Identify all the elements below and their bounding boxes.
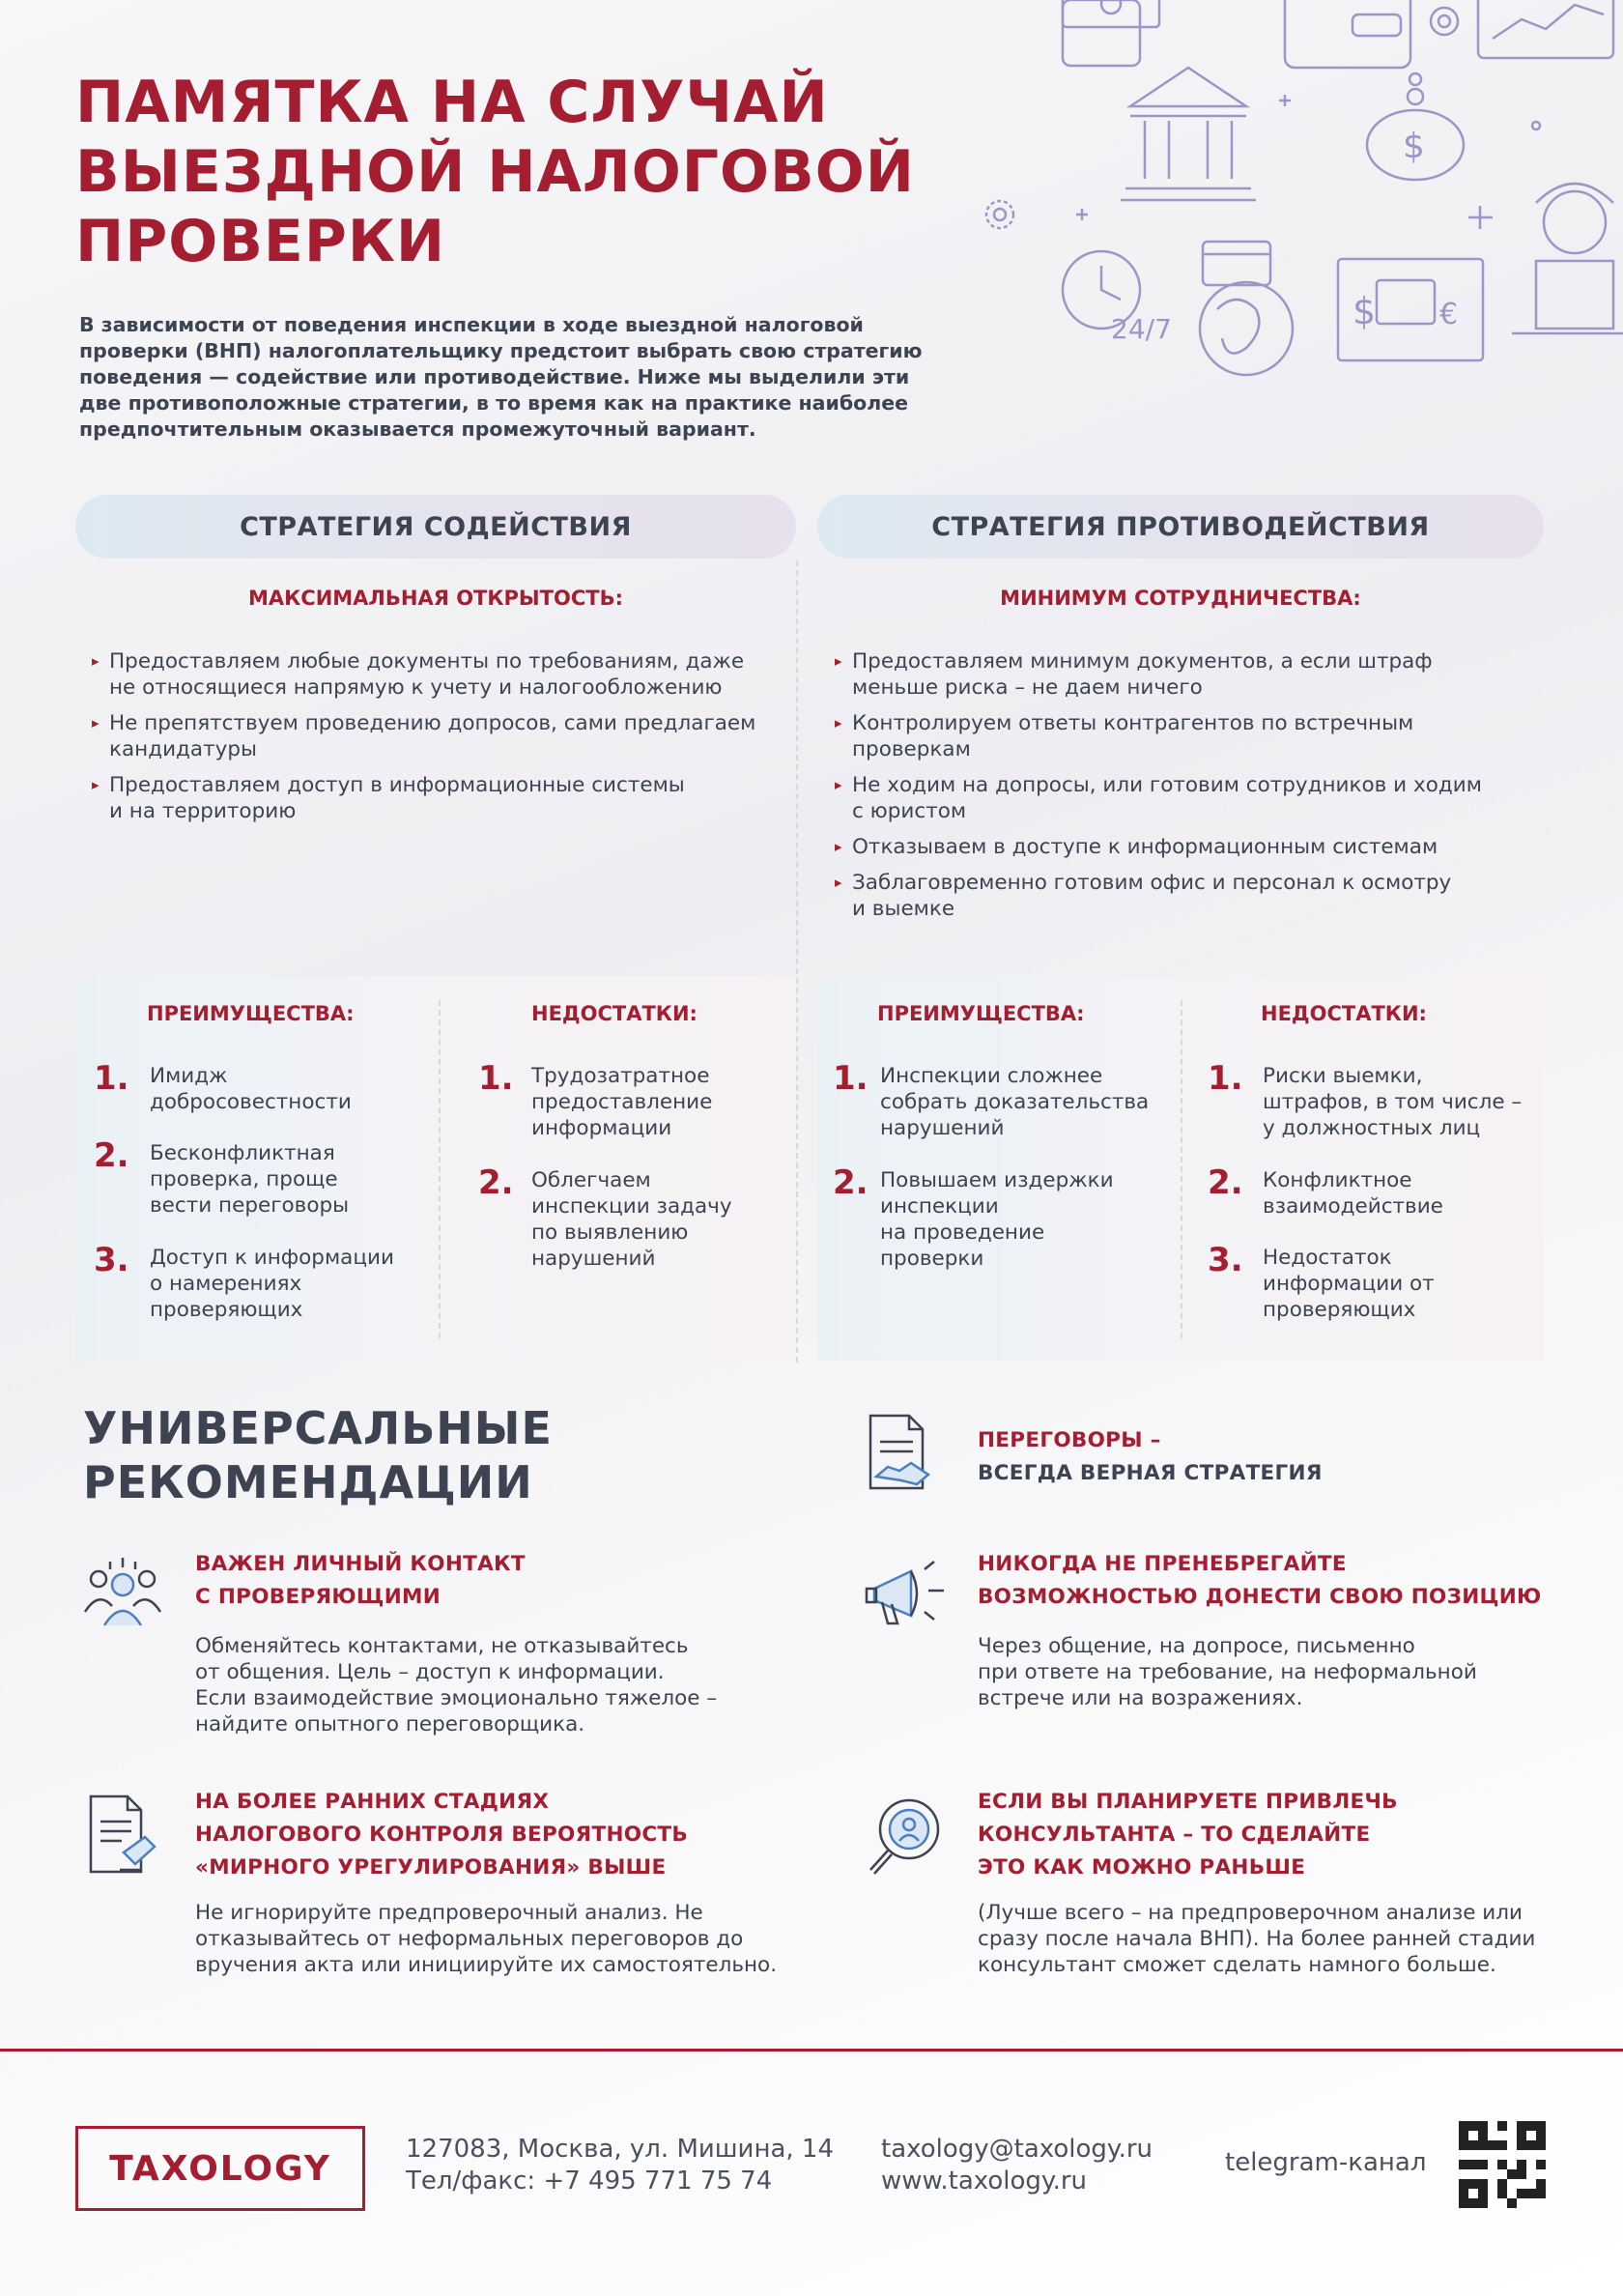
document-stamp-icon	[85, 1793, 162, 1880]
number-1: 1.	[478, 1059, 514, 1098]
pro-item: Бесконфликтная проверка, проще вести переговоры	[150, 1141, 350, 1218]
taxology-logo[interactable]: TAXOLOGY	[75, 2126, 365, 2211]
negotiations-title-line-1: ПЕРЕГОВОРЫ –	[978, 1428, 1161, 1452]
negotiations-title-line-2: ВСЕГДА ВЕРНАЯ СТРАТЕГИЯ	[978, 1461, 1323, 1485]
con-item: Трудозатратное предоставление информации	[531, 1064, 713, 1140]
con-item: Риски выемки, штрафов, в том числе – у должностных лиц	[1263, 1064, 1523, 1140]
opposition-subtitle: МИНИМУМ СОТРУДНИЧЕСТВА:	[1000, 587, 1361, 610]
list-item: ▸ Не ходим на допросы, или готовим сотрудников и ходим с юристом	[835, 772, 1540, 824]
svg-text:$: $	[1352, 290, 1377, 332]
column-divider	[796, 560, 798, 1363]
cooperation-list	[92, 648, 787, 834]
pro-item: Имидж добросовестности	[150, 1064, 352, 1114]
footer-address: 127083, Москва, ул. Мишина, 14	[406, 2135, 835, 2164]
magnifier-person-icon	[863, 1793, 946, 1880]
con-item: Недостаток информации от проверяющих	[1263, 1246, 1435, 1322]
cooperation-subtitle: МАКСИМАЛЬНАЯ ОТКРЫТОСТЬ:	[247, 587, 624, 610]
team-contact-icon	[81, 1556, 164, 1633]
rec-consultant-text: (Лучше всего – на предпроверочном анализе или сразу после начала ВНП). На более ранней стадии консультант сможет сделать намного больше.	[978, 1901, 1536, 1977]
number-3: 3.	[1208, 1241, 1243, 1279]
number-2: 2.	[1208, 1163, 1243, 1202]
footer-email[interactable]: taxology@taxology.ru	[881, 2135, 1153, 2164]
rec-consultant-title: ЕСЛИ ВЫ ПЛАНИРУЕТЕ ПРИВЛЕЧЬ КОНСУЛЬТАНТА – ТО СДЕЛАЙТЕ ЭТО КАК МОЖНО РАНЬШЕ	[978, 1790, 1398, 1880]
rec-early-stages-text: Не игнорируйте предпроверочный анализ. Не отказывайтесь от неформальных переговоров до вручения акта или инициируйте их самостоятельно.	[195, 1901, 778, 1977]
rec-personal-contact-title: ВАЖЕН ЛИЧНЫЙ КОНТАКТ С ПРОВЕРЯЮЩИМИ	[195, 1552, 526, 1609]
intro-paragraph: В зависимости от поведения инспекции в ходе выездной налоговой проверки (ВНП) налогоплательщику предстоит выбрать свою стратегию поведения — содействие или противодействие. Ниже мы выделили эти две противоположные стратегии, в то время как на практике наиболее предпочтительным оказывается промежуточный вариант.	[79, 313, 923, 441]
page-title: ПАМЯТКА НА СЛУЧАЙ ВЫЕЗДНОЙ НАЛОГОВОЙ ПРОВЕРКИ	[75, 69, 915, 275]
clock-24-7-label: 24/7	[1111, 313, 1172, 345]
con-item: Облегчаем инспекции задачу по выявлению нарушений	[531, 1168, 732, 1271]
number-1: 1.	[94, 1059, 129, 1098]
list-item: ▸ Предоставляем любые документы по требованиям, даже не относящиеся напрямую к учету и налогообложению	[92, 648, 787, 701]
list-item: ▸ Контролируем ответы контрагентов по встречным проверкам	[835, 710, 1540, 762]
opposition-list	[835, 648, 1540, 932]
megaphone-icon	[863, 1556, 950, 1633]
footer-telegram-label[interactable]: telegram-канал	[1225, 2148, 1427, 2177]
footer-contacts-block	[881, 2134, 1153, 2197]
opposition-cons-title: НЕДОСТАТКИ:	[1261, 1002, 1427, 1025]
pro-item: Доступ к информации о намерениях проверяющих	[150, 1246, 394, 1322]
number-3: 3.	[94, 1241, 129, 1279]
pro-item: Повышаем издержки инспекции на проведение проверки	[880, 1168, 1114, 1271]
panel-divider	[439, 1000, 441, 1338]
list-item: ▸ Предоставляем доступ в информационные системы и на территорию	[92, 772, 787, 824]
number-2: 2.	[478, 1163, 514, 1202]
rec-early-stages-title: НА БОЛЕЕ РАННИХ СТАДИЯХ НАЛОГОВОГО КОНТРОЛЯ ВЕРОЯТНОСТЬ «МИРНОГО УРЕГУЛИРОВАНИЯ» ВЫШЕ	[195, 1790, 689, 1880]
strategy-cooperation-header: СТРАТЕГИЯ СОДЕЙСТВИЯ	[75, 495, 796, 559]
document-handshake-icon	[863, 1411, 940, 1498]
cooperation-cons-title: НЕДОСТАТКИ:	[531, 1002, 698, 1025]
footer-address-block	[406, 2134, 834, 2197]
con-item: Конфликтное взаимодействие	[1263, 1168, 1443, 1219]
rec-position-title: НИКОГДА НЕ ПРЕНЕБРЕГАЙТЕ ВОЗМОЖНОСТЬЮ ДОНЕСТИ СВОЮ ПОЗИЦИЮ	[978, 1552, 1542, 1609]
panel-divider	[1181, 1000, 1182, 1338]
cooperation-pros-title: ПРЕИМУЩЕСТВА:	[147, 1002, 355, 1025]
opposition-pros-title: ПРЕИМУЩЕСТВА:	[877, 1002, 1085, 1025]
telegram-qr-code[interactable]	[1459, 2121, 1546, 2208]
list-item: ▸ Отказываем в доступе к информационным системам	[835, 834, 1540, 860]
svg-text:$: $	[1403, 127, 1425, 166]
number-1: 1.	[1208, 1059, 1243, 1098]
footer-divider	[0, 2049, 1623, 2052]
rec-personal-contact-text: Обменяйтесь контактами, не отказывайтесь от общения. Цель – доступ к информации. Если взаимодействие эмоционально тяжелое – найдите опытного переговорщика.	[195, 1634, 718, 1736]
finance-illustration	[966, 0, 1623, 387]
universal-recommendations-title: УНИВЕРСАЛЬНЫЕ РЕКОМЕНДАЦИИ	[83, 1402, 553, 1508]
number-1: 1.	[833, 1059, 868, 1098]
list-item: ▸ Предоставляем минимум документов, а если штраф меньше риска – не даем ничего	[835, 648, 1540, 701]
rec-position-text: Через общение, на допросе, письменно при ответе на требование, на неформальной встрече или на возражениях.	[978, 1634, 1477, 1710]
list-item: ▸ Заблаговременно готовим офис и персонал к осмотру и выемке	[835, 870, 1540, 922]
number-2: 2.	[94, 1136, 129, 1175]
footer-phone: Тел/факс: +7 495 771 75 74	[406, 2167, 773, 2196]
strategy-opposition-header: СТРАТЕГИЯ ПРОТИВОДЕЙСТВИЯ	[817, 495, 1544, 559]
number-2: 2.	[833, 1163, 868, 1202]
list-item: ▸ Не препятствуем проведению допросов, сами предлагаем кандидатуры	[92, 710, 787, 762]
footer-website[interactable]: www.taxology.ru	[881, 2167, 1088, 2196]
svg-text:€: €	[1439, 298, 1459, 331]
pro-item: Инспекции сложнее собрать доказательства нарушений	[880, 1064, 1150, 1140]
